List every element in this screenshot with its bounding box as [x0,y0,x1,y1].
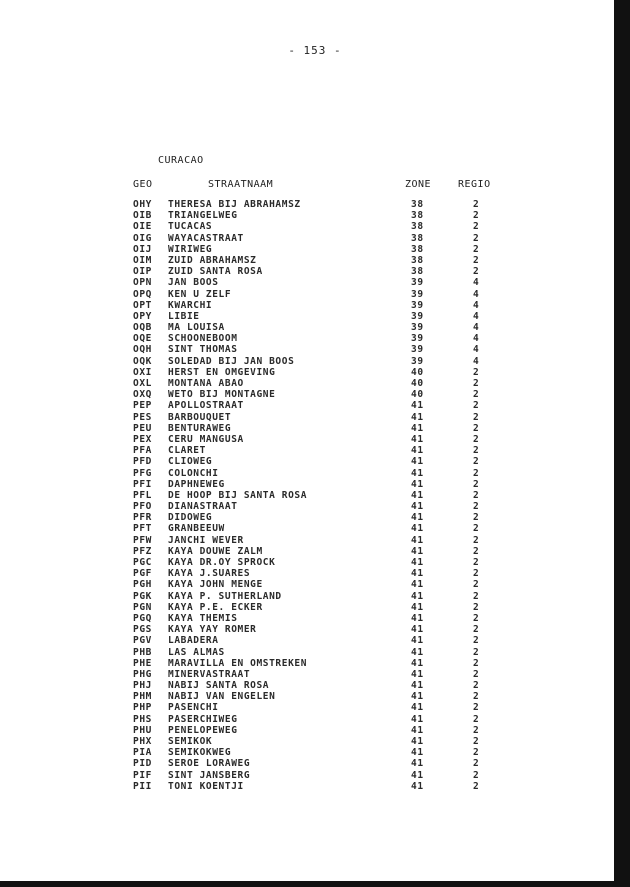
table-row [0,423,600,434]
zone: 39 [411,355,424,367]
table-row [0,669,600,680]
zone: 41 [411,668,424,680]
regio: 2 [473,501,480,513]
table-row [0,512,600,523]
scan-edge-bottom [0,881,630,887]
table-row [0,523,600,534]
street-name: TONI KOENTJI [168,780,244,792]
geo-code: PGS [133,624,152,636]
table-row [0,468,600,479]
geo-code: PGN [133,601,152,613]
table-row [0,546,600,557]
geo-code: PHP [133,702,152,714]
table-row [0,210,600,221]
zone: 41 [411,534,424,546]
street-name: PASERCHIWEG [168,713,238,725]
zone: 41 [411,624,424,636]
zone: 41 [411,579,424,591]
table-row [0,613,600,624]
regio: 2 [473,601,480,613]
zone: 41 [411,400,424,412]
geo-code: PHB [133,646,152,658]
regio: 2 [473,557,480,568]
street-name: WETO BIJ MONTAGNE [168,389,276,401]
table-row [0,266,600,277]
table-row [0,367,600,378]
regio: 2 [473,624,480,636]
geo-code: PGH [133,579,152,591]
geo-code: PES [133,411,152,423]
regio: 2 [473,366,480,378]
geo-code: OIB [133,210,152,222]
table-row [0,535,600,546]
street-name: LIBIE [168,310,200,322]
regio: 2 [473,579,480,591]
regio: 2 [473,433,480,445]
regio: 4 [473,310,480,322]
street-name: MONTANA ABAO [168,378,244,389]
street-name: SEMIKOKWEG [168,747,232,759]
zone: 39 [411,299,424,311]
table-row [0,736,600,747]
regio: 2 [473,736,480,747]
geo-code: OQK [133,355,152,367]
geo-code: PGQ [133,612,152,624]
geo-code: PEX [133,433,152,445]
street-name: DAPHNEWEG [168,478,225,490]
zone: 38 [411,210,424,222]
geo-code: PFZ [133,545,152,557]
zone: 41 [411,590,424,602]
regio: 2 [473,646,480,658]
regio: 2 [473,422,480,434]
table-row [0,300,600,311]
regio: 4 [473,355,480,367]
regio: 2 [473,523,480,535]
regio: 2 [473,545,480,557]
street-name: TRIANGELWEG [168,210,238,222]
street-name: HERST EN OMGEVING [168,366,276,378]
zone: 39 [411,322,424,334]
geo-code: PGC [133,557,152,568]
table-row [0,333,600,344]
header-regio: REGIO [458,179,491,190]
geo-code: OXQ [133,389,152,401]
geo-code: OIJ [133,243,152,255]
zone: 38 [411,199,424,210]
table-row [0,747,600,758]
table-row [0,479,600,490]
street-name: NABIJ SANTA ROSA [168,680,270,692]
zone: 41 [411,478,424,490]
regio: 4 [473,333,480,345]
zone: 41 [411,691,424,703]
regio: 2 [473,724,480,736]
geo-code: PHS [133,713,152,725]
header-geo: GEO [133,179,153,190]
page-number: - 153 - [288,44,342,57]
zone: 41 [411,545,424,557]
regio: 4 [473,299,480,311]
zone: 41 [411,680,424,692]
street-name: KAYA JOHN MENGE [168,579,263,591]
geo-code: OIE [133,221,152,233]
regio: 2 [473,266,480,278]
regio: 2 [473,680,480,692]
regio: 2 [473,378,480,389]
zone: 41 [411,702,424,714]
zone: 39 [411,288,424,300]
street-name: WIRIWEG [168,243,213,255]
table-row [0,691,600,702]
scan-edge-right [614,0,630,887]
zone: 40 [411,378,424,389]
geo-code: PFR [133,512,152,524]
table-row [0,233,600,244]
street-name: MARAVILLA EN OMSTREKEN [168,657,308,669]
zone: 41 [411,456,424,468]
zone: 41 [411,646,424,658]
regio: 2 [473,199,480,210]
table-row [0,770,600,781]
street-name: CERU MANGUSA [168,433,244,445]
regio: 2 [473,389,480,401]
table-row [0,244,600,255]
table-row [0,635,600,646]
geo-code: OPT [133,299,152,311]
street-name: MA LOUISA [168,322,225,334]
zone: 38 [411,243,424,255]
street-name: SEMIKOK [168,736,213,747]
street-name: COLONCHI [168,467,219,479]
zone: 39 [411,344,424,356]
regio: 4 [473,288,480,300]
street-name: SINT JANSBERG [168,769,251,781]
street-name: JAN BOOS [168,277,219,289]
table-row [0,568,600,579]
table-row [0,322,600,333]
street-name: MINERVASTRAAT [168,668,251,680]
regio: 2 [473,568,480,580]
regio: 2 [473,210,480,222]
regio: 4 [473,322,480,334]
zone: 39 [411,277,424,289]
street-name: JANCHI WEVER [168,534,244,546]
geo-code: OHY [133,199,152,210]
table-row [0,311,600,322]
geo-code: PGK [133,590,152,602]
street-name: KAYA YAY ROMER [168,624,257,636]
geo-code: PHE [133,657,152,669]
zone: 41 [411,467,424,479]
street-name: ZUID ABRAHAMSZ [168,254,257,266]
table-row [0,591,600,602]
geo-code: PFW [133,534,152,546]
street-name: KWARCHI [168,299,213,311]
zone: 41 [411,422,424,434]
geo-code: PEP [133,400,152,412]
region-heading: CURACAO [158,155,204,166]
table-row [0,412,600,423]
table-row [0,725,600,736]
zone: 41 [411,635,424,647]
street-name: KAYA THEMIS [168,612,238,624]
table-row [0,456,600,467]
zone: 41 [411,512,424,524]
table-row [0,255,600,266]
street-name: LAS ALMAS [168,646,225,658]
geo-code: PFI [133,478,152,490]
zone: 41 [411,724,424,736]
zone: 38 [411,266,424,278]
regio: 2 [473,691,480,703]
geo-code: PGF [133,568,152,580]
geo-code: PFA [133,445,152,457]
regio: 2 [473,702,480,714]
street-name: PENELOPEWEG [168,724,238,736]
regio: 2 [473,713,480,725]
street-name: KAYA DR.OY SPROCK [168,557,276,568]
geo-code: PIA [133,747,152,759]
table-row [0,624,600,635]
table-row [0,389,600,400]
regio: 2 [473,780,480,792]
table-row [0,277,600,288]
table-row [0,680,600,691]
geo-code: OPN [133,277,152,289]
geo-code: OPY [133,310,152,322]
street-name: KEN U ZELF [168,288,232,300]
zone: 41 [411,747,424,759]
zone: 41 [411,489,424,501]
zone: 41 [411,445,424,457]
zone: 41 [411,758,424,770]
zone: 39 [411,310,424,322]
zone: 41 [411,601,424,613]
geo-code: PHX [133,736,152,747]
table-row [0,434,600,445]
geo-code: PHG [133,668,152,680]
geo-code: PFO [133,501,152,513]
geo-code: OQH [133,344,152,356]
geo-code: PHJ [133,680,152,692]
regio: 2 [473,612,480,624]
zone: 41 [411,657,424,669]
regio: 2 [473,243,480,255]
zone: 41 [411,568,424,580]
table-row [0,501,600,512]
geo-code: PFL [133,489,152,501]
street-name: NABIJ VAN ENGELEN [168,691,276,703]
geo-code: PGV [133,635,152,647]
zone: 41 [411,736,424,747]
table-row [0,490,600,501]
zone: 38 [411,221,424,233]
street-table [0,199,600,792]
street-name: PASENCHI [168,702,219,714]
street-name: DE HOOP BIJ SANTA ROSA [168,489,308,501]
geo-code: PHU [133,724,152,736]
zone: 41 [411,411,424,423]
table-row [0,781,600,792]
geo-code: PII [133,780,152,792]
regio: 2 [473,590,480,602]
street-name: BENTURAWEG [168,422,232,434]
geo-code: PHM [133,691,152,703]
regio: 2 [473,769,480,781]
regio: 4 [473,344,480,356]
geo-code: PIF [133,769,152,781]
geo-code: PID [133,758,152,770]
geo-code: OXI [133,366,152,378]
regio: 2 [473,456,480,468]
geo-code: PFT [133,523,152,535]
regio: 2 [473,478,480,490]
geo-code: OQE [133,333,152,345]
zone: 40 [411,366,424,378]
table-row [0,658,600,669]
regio: 2 [473,668,480,680]
table-row [0,199,600,210]
regio: 4 [473,277,480,289]
regio: 2 [473,489,480,501]
geo-code: OIG [133,232,152,244]
zone: 41 [411,612,424,624]
street-name: ZUID SANTA ROSA [168,266,263,278]
street-name: GRANBEEUW [168,523,225,535]
geo-code: PFG [133,467,152,479]
table-row [0,445,600,456]
street-name: CLIOWEG [168,456,213,468]
geo-code: OXL [133,378,152,389]
regio: 2 [473,747,480,759]
street-name: SCHOONEBOOM [168,333,238,345]
table-row [0,221,600,232]
regio: 2 [473,400,480,412]
geo-code: OPQ [133,288,152,300]
zone: 41 [411,557,424,568]
table-row [0,579,600,590]
table-row [0,702,600,713]
header-straatnaam: STRAATNAAM [208,179,274,190]
zone: 41 [411,713,424,725]
table-row [0,758,600,769]
street-name: APOLLOSTRAAT [168,400,244,412]
regio: 2 [473,758,480,770]
regio: 2 [473,512,480,524]
header-zone: ZONE [405,179,432,190]
geo-code: OIP [133,266,152,278]
geo-code: PFD [133,456,152,468]
zone: 41 [411,769,424,781]
zone: 41 [411,433,424,445]
street-name: LABADERA [168,635,219,647]
zone: 41 [411,780,424,792]
regio: 2 [473,411,480,423]
table-row [0,356,600,367]
street-name: BARBOUQUET [168,411,232,423]
table-row [0,557,600,568]
street-name: CLARET [168,445,206,457]
street-name: KAYA P.E. ECKER [168,601,263,613]
zone: 40 [411,389,424,401]
zone: 39 [411,333,424,345]
street-name: KAYA J.SUARES [168,568,251,580]
geo-code: PEU [133,422,152,434]
street-name: DIDOWEG [168,512,213,524]
table-row [0,647,600,658]
street-name: SEROE LORAWEG [168,758,251,770]
street-name: SOLEDAD BIJ JAN BOOS [168,355,295,367]
regio: 2 [473,445,480,457]
regio: 2 [473,221,480,233]
table-row [0,602,600,613]
zone: 41 [411,523,424,535]
street-name: SINT THOMAS [168,344,238,356]
table-row [0,714,600,725]
zone: 38 [411,232,424,244]
geo-code: OQB [133,322,152,334]
table-row [0,344,600,355]
street-name: WAYACASTRAAT [168,232,244,244]
street-name: THERESA BIJ ABRAHAMSZ [168,199,301,210]
table-row [0,400,600,411]
regio: 2 [473,657,480,669]
street-name: KAYA DOUWE ZALM [168,545,263,557]
street-name: DIANASTRAAT [168,501,238,513]
geo-code: OIM [133,254,152,266]
zone: 41 [411,501,424,513]
zone: 38 [411,254,424,266]
regio: 2 [473,254,480,266]
table-row [0,378,600,389]
regio: 2 [473,534,480,546]
regio: 2 [473,232,480,244]
table-row [0,289,600,300]
street-name: TUCACAS [168,221,213,233]
street-name: KAYA P. SUTHERLAND [168,590,282,602]
regio: 2 [473,635,480,647]
regio: 2 [473,467,480,479]
